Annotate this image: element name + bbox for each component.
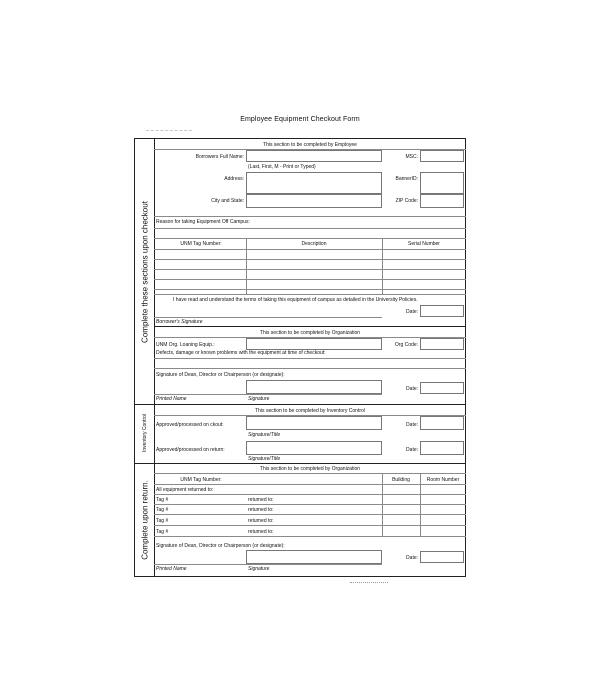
return-printed-name-label: Printed Name: [156, 566, 187, 572]
return-signature-caption: Signature: [248, 566, 270, 572]
org-loaning-label: UNM Org. Loaning Equip.:: [156, 342, 215, 348]
organization-section-header: This section to be completed by Organization: [259, 330, 361, 336]
side-label-checkout: Complete these sections upon checkout: [140, 201, 150, 343]
equipment-table-top: [154, 238, 466, 239]
equipment-table-bottom: [154, 294, 466, 295]
return-row-rule[interactable]: [154, 536, 466, 537]
address-label: Address:: [224, 176, 244, 182]
equipment-row[interactable]: [154, 259, 466, 260]
inventory-checkout-field[interactable]: [246, 416, 382, 430]
return-section-header: This section to be completed by Organization: [259, 466, 361, 472]
inventory-return-label: Approved/processed on return:: [156, 447, 225, 453]
return-returned-label: returned to:: [248, 497, 274, 503]
inventory-return-sig-title: Signature/Title: [248, 456, 281, 462]
msc-field[interactable]: [420, 150, 464, 162]
msc-label: MSC:: [405, 154, 418, 160]
borrower-date-field[interactable]: [420, 305, 464, 317]
faded-header-mark: [146, 130, 192, 134]
reason-line[interactable]: [154, 228, 466, 229]
defects-line[interactable]: [154, 358, 466, 359]
defects-line[interactable]: [154, 368, 466, 369]
footer-mark: [350, 582, 388, 583]
return-col-divider: [382, 473, 383, 536]
org-code-field[interactable]: [420, 338, 464, 350]
equipment-row[interactable]: [154, 279, 466, 280]
inventory-section-header: This section to be completed by Inventory Control: [255, 408, 365, 414]
org-date-label: Date:: [406, 386, 418, 392]
return-signature-field[interactable]: [246, 550, 382, 564]
return-date-label: Date:: [406, 555, 418, 561]
zip-code-label: ZIP Code:: [395, 198, 418, 204]
form-title: Employee Equipment Checkout Form: [240, 116, 360, 123]
return-returned-label: returned to:: [248, 507, 274, 513]
inventory-return-date-label: Date:: [406, 447, 418, 453]
org-signature-label: Signature of Dean, Director or Chairperson (or designate):: [156, 372, 285, 378]
address-field[interactable]: [246, 172, 382, 194]
org-date-field[interactable]: [420, 382, 464, 394]
equipment-col-serial: Serial Number: [408, 241, 440, 247]
equipment-col-divider: [246, 238, 247, 294]
return-tag-label: Tag #: [156, 518, 169, 524]
return-tag-label: Tag #: [156, 507, 169, 513]
inventory-checkout-label: Approved/processed on ckout:: [156, 422, 224, 428]
all-returned-label: All equipment returned to:: [156, 487, 214, 493]
equipment-col-divider: [382, 238, 383, 294]
return-date-field[interactable]: [420, 551, 464, 563]
side-label-inventory: Inventory Control: [142, 413, 148, 453]
borrower-signature-line[interactable]: [154, 317, 382, 318]
return-col-tag: UNM Tag Number:: [180, 477, 222, 483]
return-printed-name-line[interactable]: [154, 564, 382, 565]
borrower-signature-label: Borrower's Signature: [156, 319, 203, 325]
borrower-date-label: Date:: [406, 309, 418, 315]
org-printed-name-line[interactable]: [154, 394, 382, 395]
org-printed-name-label: Printed Name: [156, 396, 187, 402]
inventory-checkout-date-field[interactable]: [420, 416, 464, 430]
banner-id-label: BannerID:: [395, 176, 418, 182]
return-signature-label: Signature of Dean, Director or Chairperson (or designate):: [156, 543, 285, 549]
return-returned-label: returned to:: [248, 529, 274, 535]
side-label-return: Complete upon return.: [140, 480, 150, 560]
borrower-name-hint: (Last, First, M - Print or Typed): [248, 164, 316, 170]
return-tag-label: Tag #: [156, 529, 169, 535]
inventory-return-field[interactable]: [246, 441, 382, 455]
equipment-col-tag: UNM Tag Number:: [180, 241, 222, 247]
return-col-divider: [420, 473, 421, 536]
section-divider-return: [134, 463, 466, 464]
return-returned-label: returned to:: [248, 518, 274, 524]
reason-top-rule: [154, 216, 466, 217]
borrower-name-label: Borrowers Full Name:: [195, 154, 244, 160]
equipment-row[interactable]: [154, 249, 466, 250]
equipment-row[interactable]: [154, 289, 466, 290]
equipment-col-description: Description: [301, 241, 327, 247]
employee-section-header: This section to be completed by Employee: [263, 142, 357, 148]
inventory-checkout-sig-title: Signature/Title: [248, 432, 281, 438]
city-state-label: City and State:: [211, 198, 244, 204]
defects-label: Defects, damage or known problems with the equipment at time of checkout:: [156, 350, 326, 356]
banner-id-field[interactable]: [420, 172, 464, 194]
inventory-return-date-field[interactable]: [420, 441, 464, 455]
return-col-building: Building: [392, 477, 410, 483]
section-divider-organization: [154, 326, 466, 327]
org-signature-caption: Signature: [248, 396, 270, 402]
return-col-room: Room Number: [426, 477, 460, 483]
section-divider-inventory: [134, 404, 466, 405]
reason-label: Reason for taking Equipment Off Campus:: [156, 219, 250, 225]
city-state-field[interactable]: [246, 194, 382, 208]
inventory-checkout-date-label: Date:: [406, 422, 418, 428]
org-loaning-field[interactable]: [246, 338, 382, 350]
agreement-text: I have read and understand the terms of taking this equipment of campus as detailed in the University Policies.: [173, 297, 418, 303]
borrower-name-field[interactable]: [246, 150, 382, 162]
org-signature-field[interactable]: [246, 380, 382, 394]
org-code-label: Org Code:: [394, 342, 418, 348]
zip-code-field[interactable]: [420, 194, 464, 208]
return-tag-label: Tag #: [156, 497, 169, 503]
equipment-row[interactable]: [154, 269, 466, 270]
